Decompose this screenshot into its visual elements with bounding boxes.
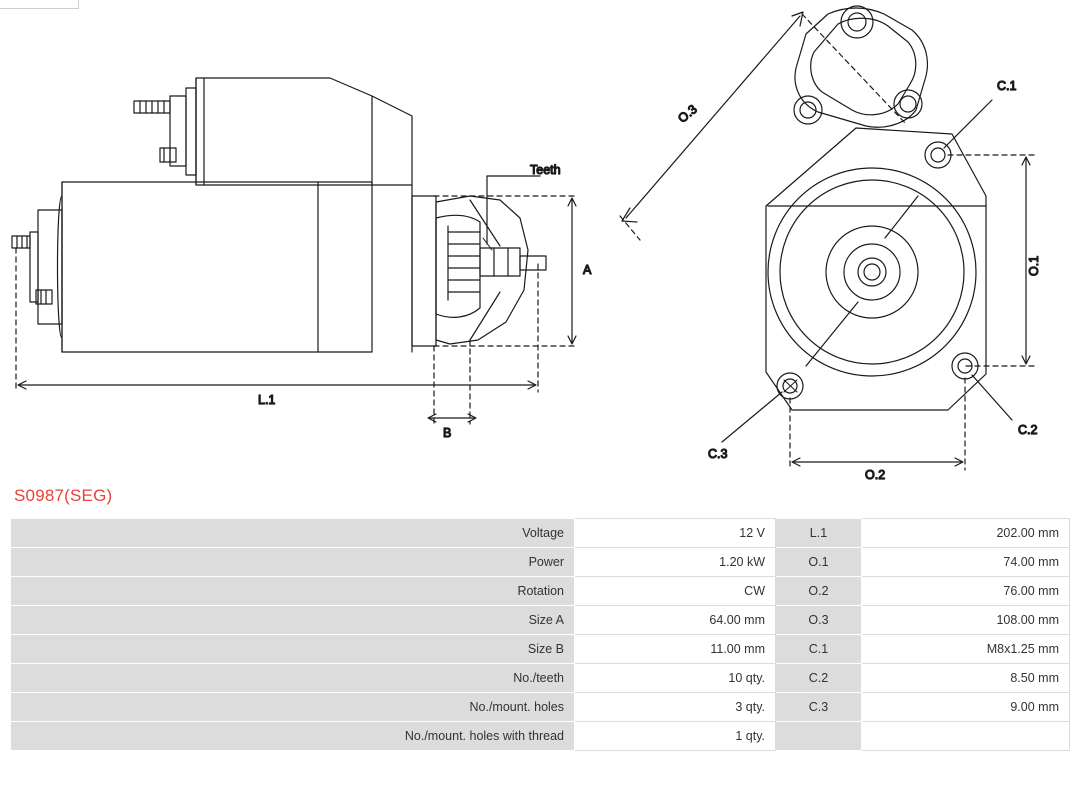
spec-dim-label: C.3 [776, 693, 862, 722]
label-o3: O.3 [675, 102, 700, 126]
dim-a-arrow [568, 198, 576, 344]
table-row [11, 519, 1070, 548]
spec-dim-label: L.1 [776, 519, 862, 548]
label-c1: C.1 [997, 79, 1017, 93]
spec-label: No./mount. holes with thread [11, 722, 575, 751]
spec-dim-label [776, 722, 862, 751]
table-row [11, 664, 1070, 693]
dim-b-arrow [428, 414, 476, 422]
spec-dim-value [862, 722, 1070, 751]
spec-value: 64.00 mm [575, 606, 776, 635]
front-view [766, 6, 986, 410]
spec-value: 10 qty. [575, 664, 776, 693]
spec-label: No./teeth [11, 664, 575, 693]
label-a: A [583, 263, 592, 277]
spec-dim-value: 9.00 mm [862, 693, 1070, 722]
label-l1: L.1 [258, 393, 276, 407]
table-row [11, 722, 1070, 751]
table-row [11, 577, 1070, 606]
label-c2: C.2 [1018, 423, 1038, 437]
spec-dim-value: 108.00 mm [862, 606, 1070, 635]
label-c3: C.3 [708, 447, 728, 461]
label-teeth: Teeth [530, 163, 561, 177]
table-row [11, 693, 1070, 722]
spec-dim-value: 74.00 mm [862, 548, 1070, 577]
spec-dim-label: C.1 [776, 635, 862, 664]
spec-value: CW [575, 577, 776, 606]
dim-teeth [483, 176, 540, 250]
spec-label: Size A [11, 606, 575, 635]
spec-value: 12 V [575, 519, 776, 548]
leader-c2 [972, 375, 1012, 420]
table-row [11, 548, 1070, 577]
spec-value: 3 qty. [575, 693, 776, 722]
spec-label: Power [11, 548, 575, 577]
spec-dim-label: O.2 [776, 577, 862, 606]
spec-dim-label: O.3 [776, 606, 862, 635]
table-row [11, 635, 1070, 664]
spec-label: Rotation [11, 577, 575, 606]
leader-c1 [944, 100, 992, 148]
spec-label: Voltage [11, 519, 575, 548]
side-view [12, 78, 546, 352]
spec-table-body [11, 519, 1070, 751]
spec-dim-value: 202.00 mm [862, 519, 1070, 548]
dim-o2-arrow [792, 458, 963, 466]
spec-dim-label: C.2 [776, 664, 862, 693]
dim-a [434, 196, 576, 346]
dim-o1 [948, 155, 1034, 366]
dim-l1-arrow [18, 381, 536, 389]
spec-dim-value: M8x1.25 mm [862, 635, 1070, 664]
label-b: B [443, 426, 452, 440]
spec-dim-value: 76.00 mm [862, 577, 1070, 606]
spec-label: Size B [11, 635, 575, 664]
dim-o2 [790, 378, 965, 470]
leader-c3 [722, 392, 782, 442]
label-o1: O.1 [1027, 255, 1041, 276]
dim-b [434, 340, 470, 424]
spec-value: 1 qty. [575, 722, 776, 751]
dim-l1 [16, 248, 538, 392]
spec-value: 1.20 kW [575, 548, 776, 577]
specifications-table [10, 518, 1070, 751]
spec-label: No./mount. holes [11, 693, 575, 722]
table-row [11, 606, 1070, 635]
label-o2: O.2 [865, 468, 886, 480]
page-title: S0987(SEG) [14, 486, 113, 505]
spec-dim-label: O.1 [776, 548, 862, 577]
spec-value: 11.00 mm [575, 635, 776, 664]
spec-dim-value: 8.50 mm [862, 664, 1070, 693]
